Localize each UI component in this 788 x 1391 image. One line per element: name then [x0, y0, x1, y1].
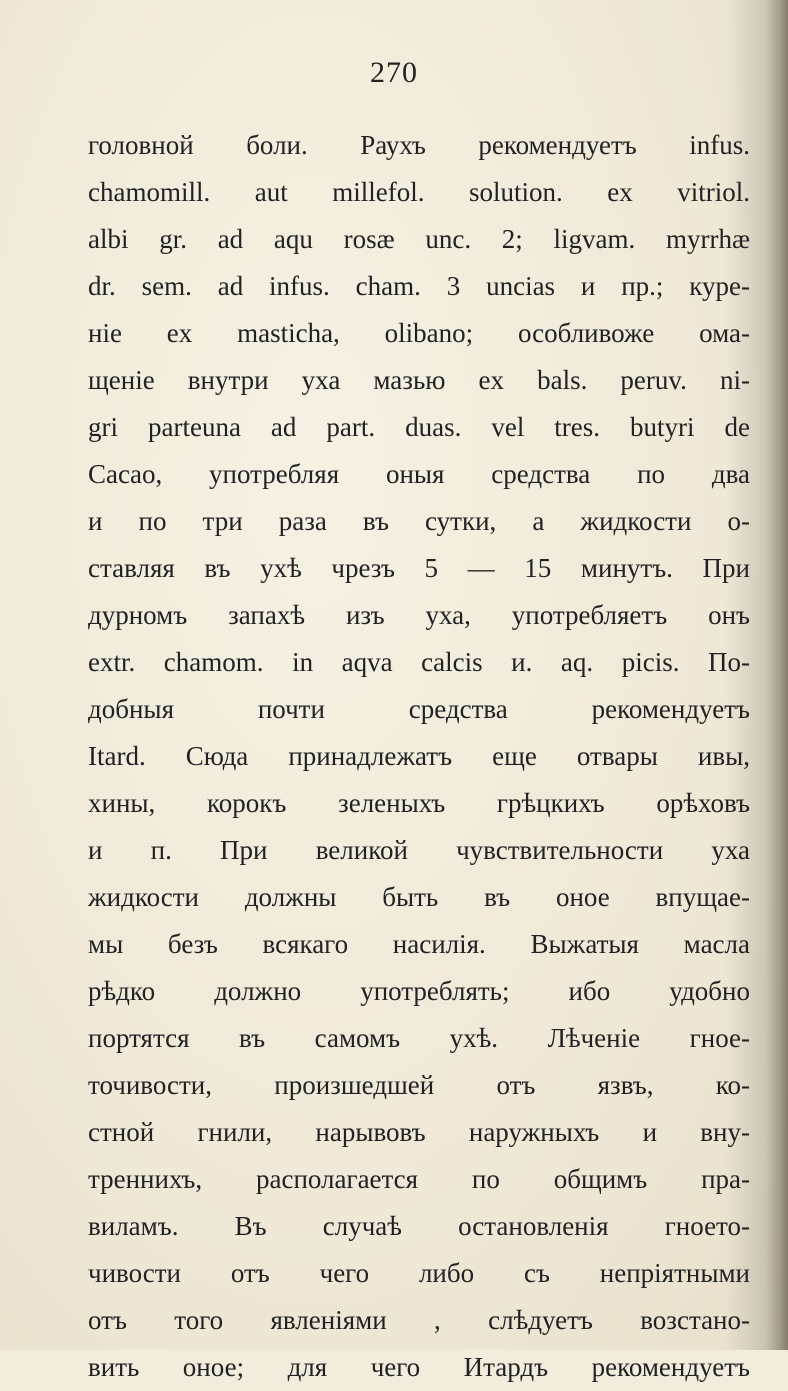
text-line: хины, корокъ зеленыхъ грѣцкихъ орѣховъ — [88, 788, 750, 818]
text-line: chamomill. aut millefol. solution. ex vitriol. — [88, 177, 750, 207]
text-line: точивости, произшедшей отъ язвъ, ко- — [88, 1070, 750, 1100]
text-line: вить оное; для чего Итардъ рекомендуетъ — [88, 1352, 750, 1382]
text-line: gri parteuna ad part. duas. vel tres. butyri de — [88, 412, 750, 442]
text-line: головной боли. Раухъ рекомендуетъ infus. — [88, 130, 750, 160]
text-line: ставляя въ ухѣ чрезъ 5 — 15 минутъ. При — [88, 553, 750, 583]
text-line: отъ того явленіями , слѣдуетъ возстано- — [88, 1305, 750, 1335]
text-line: дурномъ запахѣ изъ уха, употребляетъ онъ — [88, 600, 750, 630]
text-line: и п. При великой чувствительности уха — [88, 835, 750, 865]
text-line: портятся въ самомъ ухѣ. Лѣченіе гное- — [88, 1023, 750, 1053]
text-line: Cacao, употребляя оныя средства по два — [88, 459, 750, 489]
text-line: чивости отъ чего либо съ непріятными — [88, 1258, 750, 1288]
page-number: 270 — [370, 56, 418, 89]
text-line: добныя почти средства рекомендуетъ — [88, 694, 750, 724]
text-line: треннихъ, располагается по общимъ пра- — [88, 1164, 750, 1194]
text-line: ніе ex masticha, olibano; особливоже ома- — [88, 318, 750, 348]
text-line: мы безъ всякаго насилія. Выжатыя масла — [88, 929, 750, 959]
text-line: extr. chamom. in aqva calcis и. aq. picis. По- — [88, 647, 750, 677]
text-line: рѣдко должно употреблять; ибо удобно — [88, 976, 750, 1006]
text-line: виламъ. Въ случаѣ остановленія гноето- — [88, 1211, 750, 1241]
text-line: dr. sem. ad infus. cham. 3 uncias и пр.; куре- — [88, 271, 750, 301]
text-line: Itard. Сюда принадлежатъ еще отвары ивы, — [88, 741, 750, 771]
text-line: и по три раза въ сутки, а жидкости о- — [88, 506, 750, 536]
text-line: albi gr. ad aqu rosæ unc. 2; ligvam. myrrhæ — [88, 224, 750, 254]
text-line: стной гнили, нарывовъ наружныхъ и вну- — [88, 1117, 750, 1147]
text-line: щеніе внутри уха мазью ex bals. peruv. ni- — [88, 365, 750, 395]
body-text — [88, 122, 750, 1391]
text-line: жидкости должны быть въ оное впущае- — [88, 882, 750, 912]
page-edge-shadow — [766, 0, 788, 1350]
